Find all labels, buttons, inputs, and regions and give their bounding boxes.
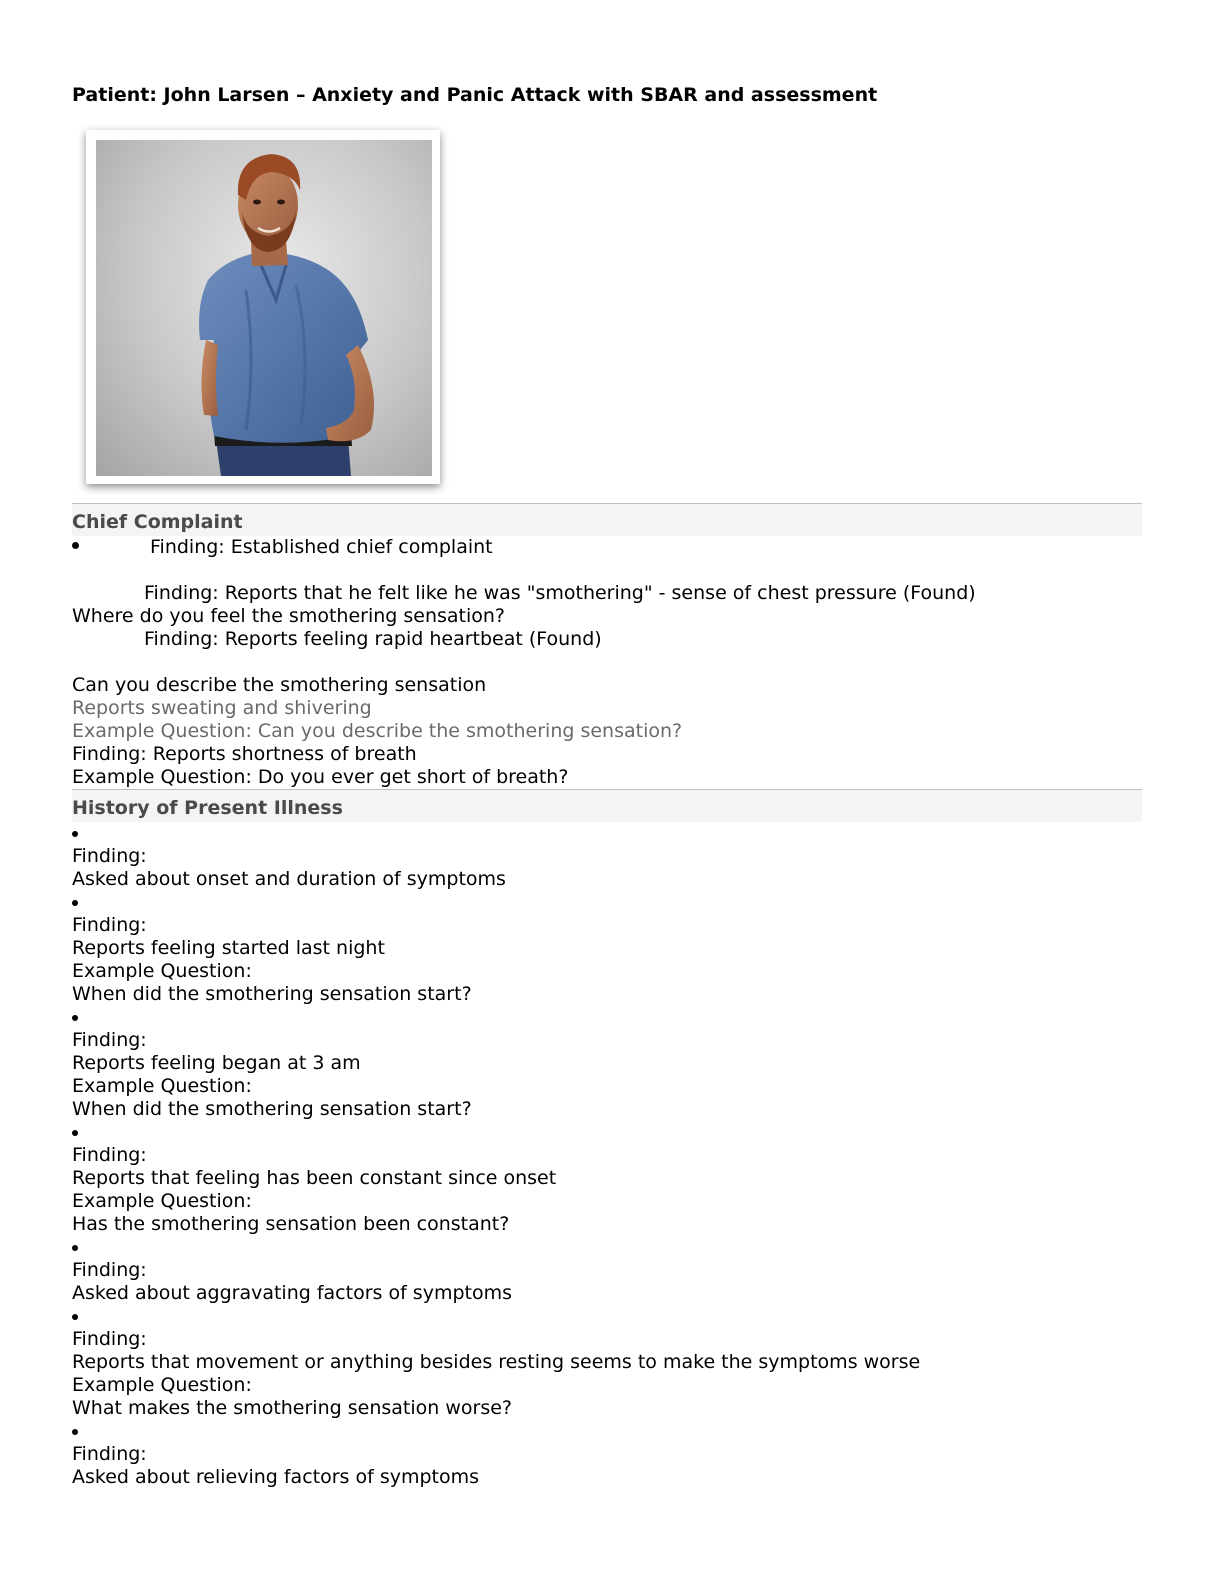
finding-text: Reports feeling began at 3 am xyxy=(72,1052,361,1074)
document-title: Patient: John Larsen – Anxiety and Panic Attack with SBAR and assessment xyxy=(72,84,878,106)
bullet-icon xyxy=(72,1314,78,1320)
finding-line: Finding: Reports feeling rapid heartbeat (Found) xyxy=(144,628,602,650)
list-item-bullet xyxy=(72,891,1142,914)
question-text: What makes the smothering sensation worse? xyxy=(72,1397,512,1419)
finding-text: Reports that feeling has been constant since onset xyxy=(72,1167,557,1189)
list-item-bullet xyxy=(72,1305,1142,1328)
patient-photo-frame xyxy=(86,130,440,484)
list-item-bullet xyxy=(72,822,1142,845)
finding-label: Finding: xyxy=(72,845,147,867)
list-item-bullet xyxy=(72,1006,1142,1029)
question-text: When did the smothering sensation start? xyxy=(72,983,472,1005)
bullet-icon xyxy=(72,1429,78,1435)
finding-label: Finding: xyxy=(72,914,147,936)
question-line: Example Question: Do you ever get short of breath? xyxy=(72,766,569,788)
question-text: Has the smothering sensation been constant? xyxy=(72,1213,510,1235)
bullet-icon xyxy=(72,900,78,906)
finding-label: Finding: xyxy=(72,1328,147,1350)
bullet-icon xyxy=(72,1015,78,1021)
bullet-text: Finding: Established chief complaint xyxy=(150,536,493,558)
finding-label: Finding: xyxy=(72,1029,147,1051)
patient-photo xyxy=(96,140,432,476)
list-item-bullet xyxy=(72,1236,1142,1259)
question-line: Can you describe the smothering sensation xyxy=(72,674,487,696)
finding-text: Reports that movement or anything besides resting seems to make the symptoms worse xyxy=(72,1351,921,1373)
question-text: When did the smothering sensation start? xyxy=(72,1098,472,1120)
bullet-icon xyxy=(72,831,78,837)
finding-label: Finding: xyxy=(72,1144,147,1166)
finding-text: Reports feeling started last night xyxy=(72,937,385,959)
question-label: Example Question: xyxy=(72,1190,252,1212)
question-label: Example Question: xyxy=(72,960,252,982)
finding-label: Finding: xyxy=(72,1259,147,1281)
bullet-icon xyxy=(72,542,79,549)
hpi-header: History of Present Illness xyxy=(72,789,1142,822)
question-line: Where do you feel the smothering sensation? xyxy=(72,605,506,627)
hpi-section xyxy=(72,789,1142,1489)
finding-line: Reports sweating and shivering xyxy=(72,697,372,719)
list-item xyxy=(72,536,1142,559)
question-label: Example Question: xyxy=(72,1374,252,1396)
question-line: Example Question: Can you describe the smothering sensation? xyxy=(72,720,683,742)
finding-line: Finding: Reports shortness of breath xyxy=(72,743,417,765)
finding-text: Asked about relieving factors of symptoms xyxy=(72,1466,480,1488)
patient-avatar-illustration xyxy=(96,140,432,476)
bullet-icon xyxy=(72,1130,78,1136)
finding-text: Asked about onset and duration of symptoms xyxy=(72,868,506,890)
chief-complaint-header: Chief Complaint xyxy=(72,503,1142,536)
list-item-bullet xyxy=(72,1121,1142,1144)
list-item-bullet xyxy=(72,1420,1142,1443)
question-label: Example Question: xyxy=(72,1075,252,1097)
bullet-icon xyxy=(72,1245,78,1251)
finding-label: Finding: xyxy=(72,1443,147,1465)
finding-line: Finding: Reports that he felt like he was "smothering" - sense of chest pressure (Found) xyxy=(144,582,976,604)
finding-text: Asked about aggravating factors of symptoms xyxy=(72,1282,512,1304)
document-page xyxy=(72,80,1142,1489)
chief-complaint-section xyxy=(72,503,1142,789)
